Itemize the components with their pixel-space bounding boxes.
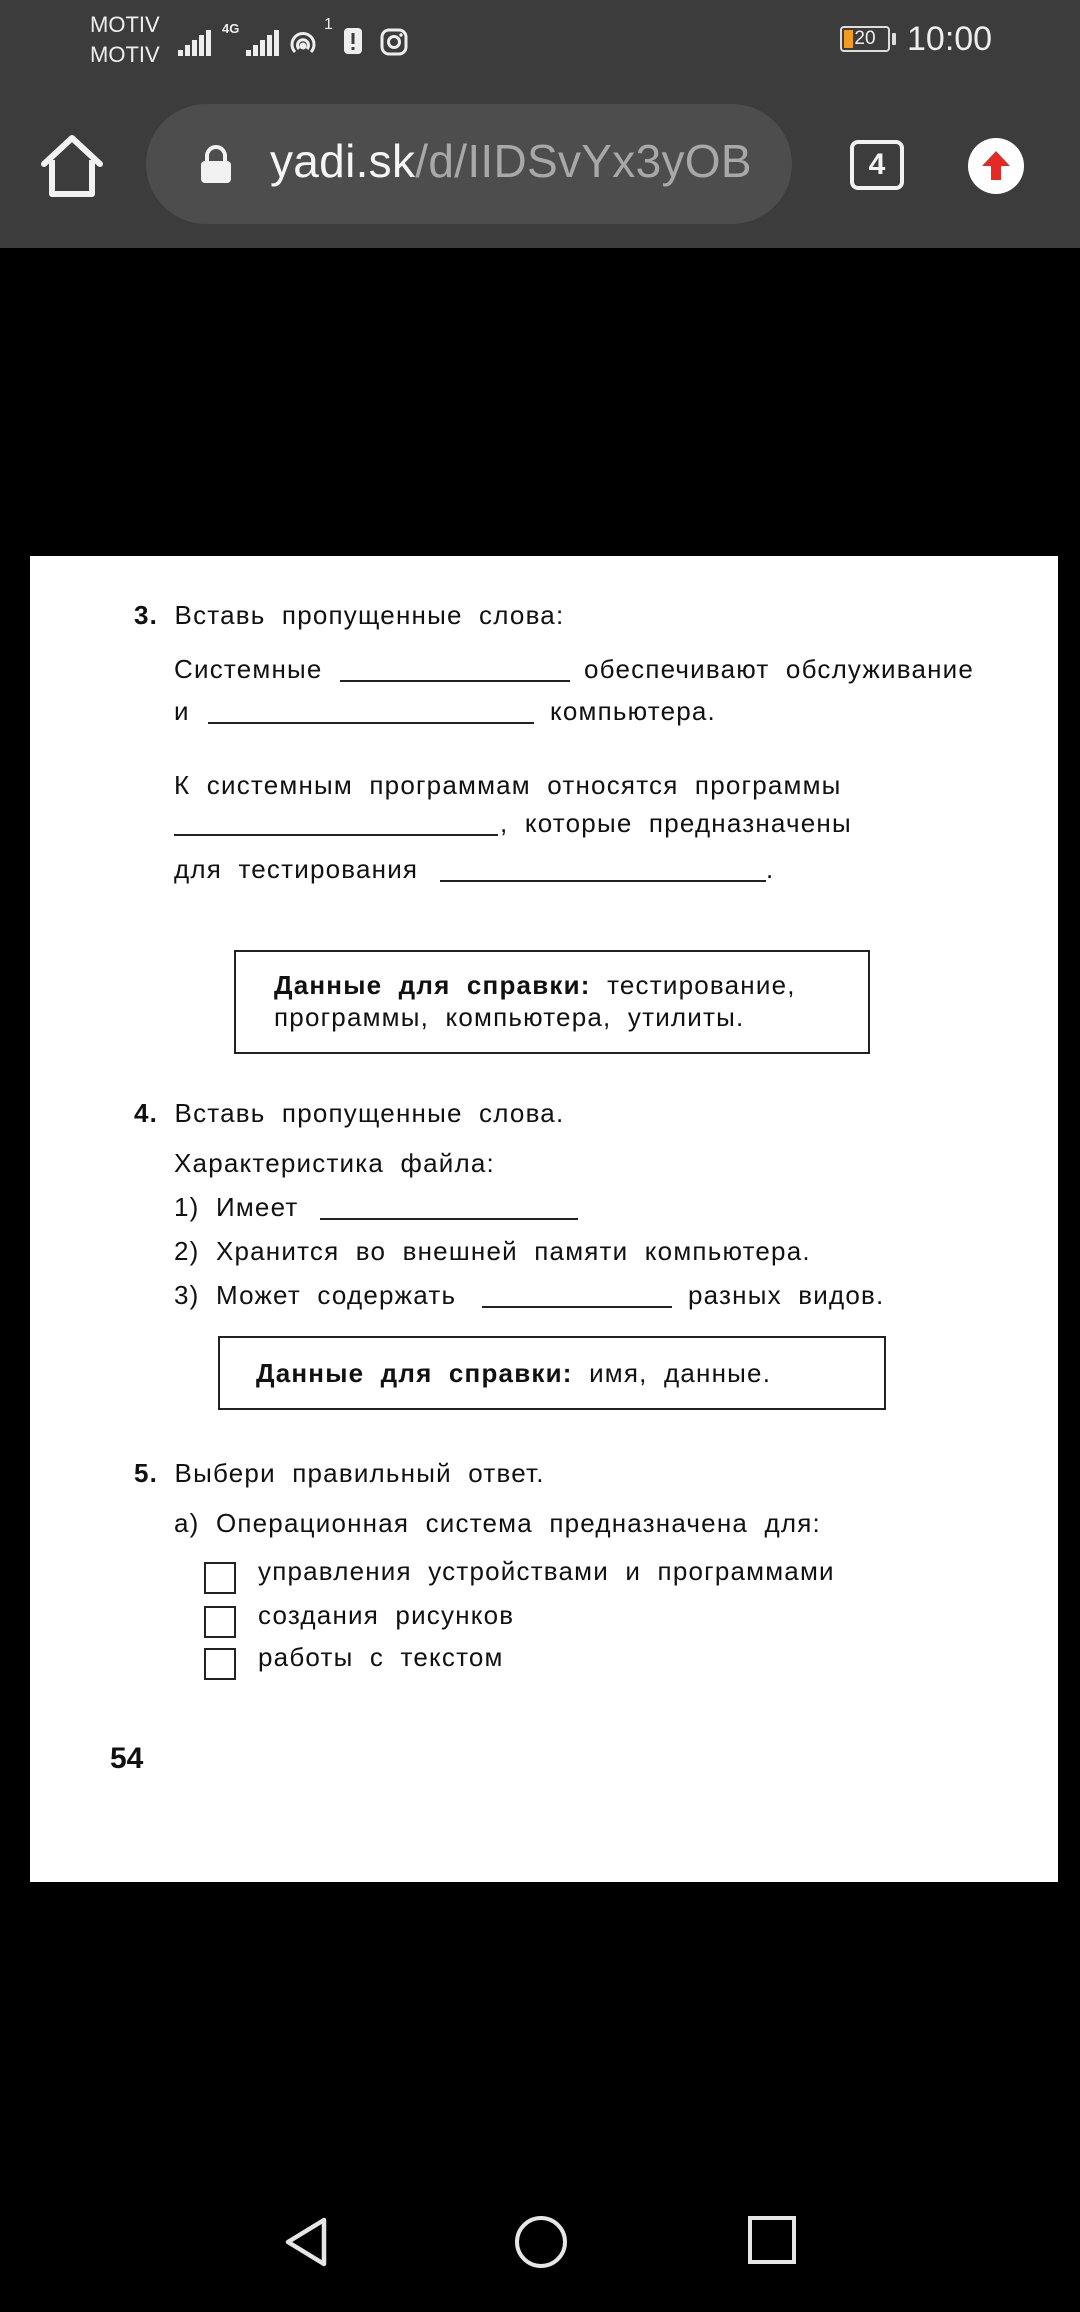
url-text[interactable]	[270, 134, 752, 188]
task-5-heading	[134, 1458, 545, 1489]
reference-text: имя, данные.	[589, 1358, 772, 1388]
hotspot-count: 1	[324, 16, 333, 33]
home-circle-icon[interactable]	[515, 2216, 567, 2268]
task-3-line1-a: Системные	[174, 654, 323, 684]
task-4-item-3-b: разных видов.	[688, 1280, 885, 1310]
document-page	[30, 556, 1058, 1882]
task-3-line1-b: обеспечивают обслуживание	[584, 654, 975, 684]
task-4-heading	[134, 1098, 564, 1129]
reference-text-2: программы, компьютера, утилиты.	[274, 1002, 745, 1032]
alert-icon	[342, 26, 364, 56]
answer-checkbox[interactable]	[204, 1648, 236, 1680]
reference-box	[234, 950, 870, 1054]
task-5-number: 5.	[134, 1458, 159, 1488]
back-icon[interactable]	[282, 2216, 330, 2268]
task-4-item-2: 2) Хранится во внешней памяти компьютера.	[174, 1236, 811, 1266]
reference-line-1	[274, 970, 796, 1001]
reference-line	[256, 1358, 771, 1389]
status-icons	[178, 16, 418, 60]
url-path: /d/IIDSvYx3yOB	[415, 135, 752, 187]
page-number: 54	[110, 1742, 144, 1775]
option-label: создания рисунков	[258, 1600, 515, 1630]
option-label: работы с текстом	[258, 1642, 504, 1672]
home-icon[interactable]	[38, 132, 106, 200]
answer-blank[interactable]	[440, 880, 766, 882]
address-bar[interactable]	[146, 104, 792, 224]
answer-checkbox[interactable]	[204, 1562, 236, 1594]
task-3-line2-a: и	[174, 696, 190, 726]
recents-icon[interactable]	[748, 2216, 796, 2264]
reference-box	[218, 1336, 886, 1410]
instagram-icon	[380, 28, 408, 56]
task-3-line5: для тестирования	[174, 854, 419, 884]
reference-label: Данные для справки:	[256, 1358, 573, 1388]
update-icon[interactable]	[968, 138, 1024, 194]
task-4-title: Вставь пропущенные слова.	[174, 1098, 565, 1128]
task-4-item-1: 1) Имеет	[174, 1192, 299, 1222]
task-3-line5-end: .	[766, 854, 775, 884]
network-type: 4G	[222, 21, 240, 36]
lock-icon	[198, 144, 234, 184]
answer-blank[interactable]	[340, 680, 570, 682]
task-3-line4: , которые предназначены	[500, 808, 852, 838]
navigation-bar	[0, 2150, 1080, 2312]
browser-chrome	[0, 0, 1080, 248]
answer-checkbox[interactable]	[204, 1606, 236, 1638]
answer-blank[interactable]	[320, 1218, 578, 1220]
task-4-subtitle: Характеристика файла:	[174, 1148, 495, 1178]
tabs-icon[interactable]: 4	[850, 140, 904, 190]
task-3-number: 3.	[134, 600, 159, 630]
answer-blank[interactable]	[208, 722, 534, 724]
battery-level: 20	[854, 28, 876, 49]
task-3-heading	[134, 600, 564, 631]
reference-text-1: тестирование,	[607, 970, 796, 1000]
answer-blank[interactable]	[482, 1306, 672, 1308]
reference-label: Данные для справки:	[274, 970, 591, 1000]
carrier-2: MOTIV	[90, 42, 160, 67]
task-4-number: 4.	[134, 1098, 159, 1128]
clock: 10:00	[907, 20, 993, 58]
carrier-1: MOTIV	[90, 12, 160, 37]
answer-blank[interactable]	[174, 834, 498, 836]
task-3-line2-b: компьютера.	[550, 696, 716, 726]
task-3-title: Вставь пропущенные слова:	[174, 600, 565, 630]
option-label: управления устройствами и программами	[258, 1556, 835, 1586]
hotspot-icon	[286, 24, 320, 58]
task-4-item-3-a: 3) Может содержать	[174, 1280, 457, 1310]
battery-icon	[840, 26, 890, 52]
task-3-line3: К системным программам относятся программы	[174, 770, 842, 800]
task-5-title: Выбери правильный ответ.	[174, 1458, 545, 1488]
url-host: yadi.sk	[270, 135, 416, 187]
task-5-question: а) Операционная система предназначена для:	[174, 1508, 821, 1538]
